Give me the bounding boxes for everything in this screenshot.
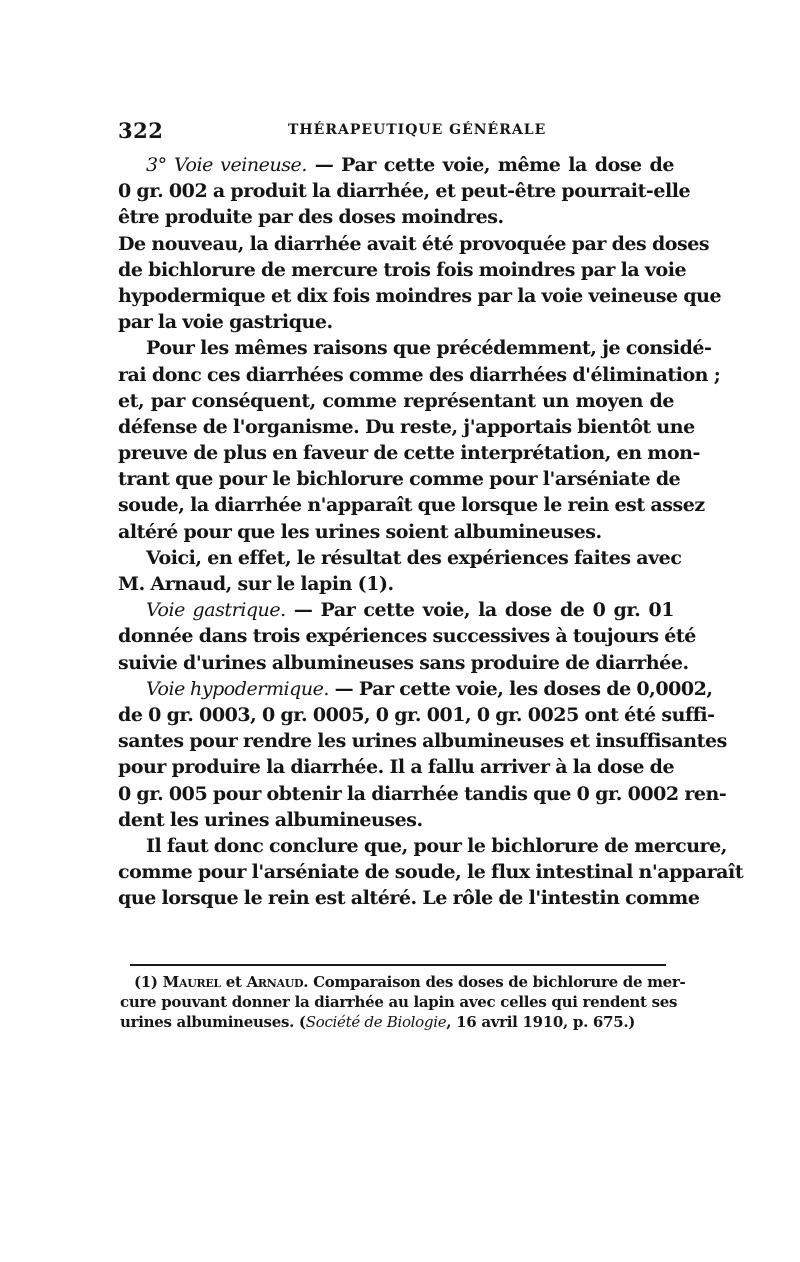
- text-line: soude, la diarrhée n'apparaît que lorsque le rein est assez: [118, 494, 705, 517]
- text-line: que lorsque le rein est altéré. Le rôle de l'intestin comme: [118, 887, 700, 910]
- running-title: THÉRAPEUTIQUE GÉNÉRALE: [288, 122, 547, 138]
- text-line: 3° Voie veineuse. — Par cette voie, même la dose de: [146, 154, 675, 176]
- text-line: preuve de plus en faveur de cette interprétation, en mon-: [118, 442, 700, 465]
- text-line: dent les urines albumineuses.: [118, 808, 423, 831]
- text-line: par la voie gastrique.: [118, 311, 333, 334]
- text-line: de 0 gr. 0003, 0 gr. 0005, 0 gr. 001, 0 gr. 0025 ont été suffi-: [118, 703, 715, 726]
- paragraph-voie-gastrique: [118, 597, 696, 676]
- text-line: Pour les mêmes raisons que précédemment, je considé-: [146, 337, 712, 360]
- text-line: être produite par des doses moindres.: [118, 206, 504, 229]
- text-line: hypodermique et dix fois moindres par la voie veineuse que: [118, 284, 722, 307]
- footnote-author: Maurel: [162, 973, 221, 991]
- text-line: de bichlorure de mercure trois fois moindres par la voie: [118, 258, 687, 281]
- footnote-line: (1) Maurel et Arnaud. Comparaison des doses de bichlorure de mer-: [134, 973, 686, 991]
- text-line: Il faut donc conclure que, pour le bichlorure de mercure,: [146, 834, 727, 857]
- footnote-journal: Société de Biologie: [305, 1013, 447, 1031]
- text-line: et, par conséquent, comme représentant un moyen de: [118, 389, 674, 412]
- footnote-rule: [130, 964, 666, 966]
- body-text: [118, 152, 744, 911]
- text-line: De nouveau, la diarrhée avait été provoquée par des doses: [118, 232, 710, 255]
- text-line: Voie hypodermique. — Par cette voie, les doses de 0,0002,: [146, 677, 713, 700]
- text-line: Voie gastrique. — Par cette voie, la dose de 0 gr. 01: [146, 599, 674, 622]
- section-label: Voie gastrique.: [146, 599, 286, 622]
- text-line: comme pour l'arséniate de soude, le flux intestinal n'apparaît: [118, 861, 744, 884]
- paragraph-conclusion: [118, 833, 744, 912]
- page-header: [118, 118, 674, 144]
- page-number: 322: [118, 118, 164, 143]
- section-label: 3° Voie veineuse.: [146, 154, 307, 176]
- paragraph-de-nouveau: [118, 231, 722, 336]
- text-line: défense de l'organisme. Du reste, j'apportais bientôt une: [118, 415, 695, 438]
- text-line: 0 gr. 002 a produit la diarrhée, et peut-être pourrait-elle: [118, 180, 691, 203]
- paragraph-voie-hypodermique: [118, 676, 727, 833]
- footnote: [120, 972, 686, 1032]
- paragraph-memes-raisons: [118, 335, 721, 545]
- footnote-marker: (1): [134, 973, 163, 991]
- text-line: altéré pour que les urines soient albumineuses.: [118, 520, 602, 543]
- paragraph-voie-veineuse: [118, 152, 691, 231]
- footnote-author: Arnaud: [246, 973, 304, 991]
- text-line: 0 gr. 005 pour obtenir la diarrhée tandis que 0 gr. 0002 ren-: [118, 782, 727, 805]
- text-line: Voici, en effet, le résultat des expériences faites avec: [146, 546, 682, 569]
- paragraph-voici: [118, 545, 682, 597]
- text-line: donnée dans trois expériences successives à toujours été: [118, 625, 696, 648]
- section-label: Voie hypodermique.: [146, 677, 330, 700]
- text-line: suivie d'urines albumineuses sans produire de diarrhée.: [118, 651, 689, 674]
- text-line: rai donc ces diarrhées comme des diarrhées d'élimination ;: [118, 363, 721, 386]
- text-line: pour produire la diarrhée. Il a fallu arriver à la dose de: [118, 756, 675, 779]
- footnote-line: cure pouvant donner la diarrhée au lapin avec celles qui rendent ses: [120, 993, 678, 1011]
- text-line: M. Arnaud, sur le lapin (1).: [118, 573, 394, 595]
- footnote-line: urines albumineuses. (Société de Biologie, 16 avril 1910, p. 675.): [120, 1013, 636, 1031]
- text-line: trant que pour le bichlorure comme pour l'arséniate de: [118, 468, 681, 491]
- text-line: santes pour rendre les urines albumineuses et insuffisantes: [118, 730, 727, 753]
